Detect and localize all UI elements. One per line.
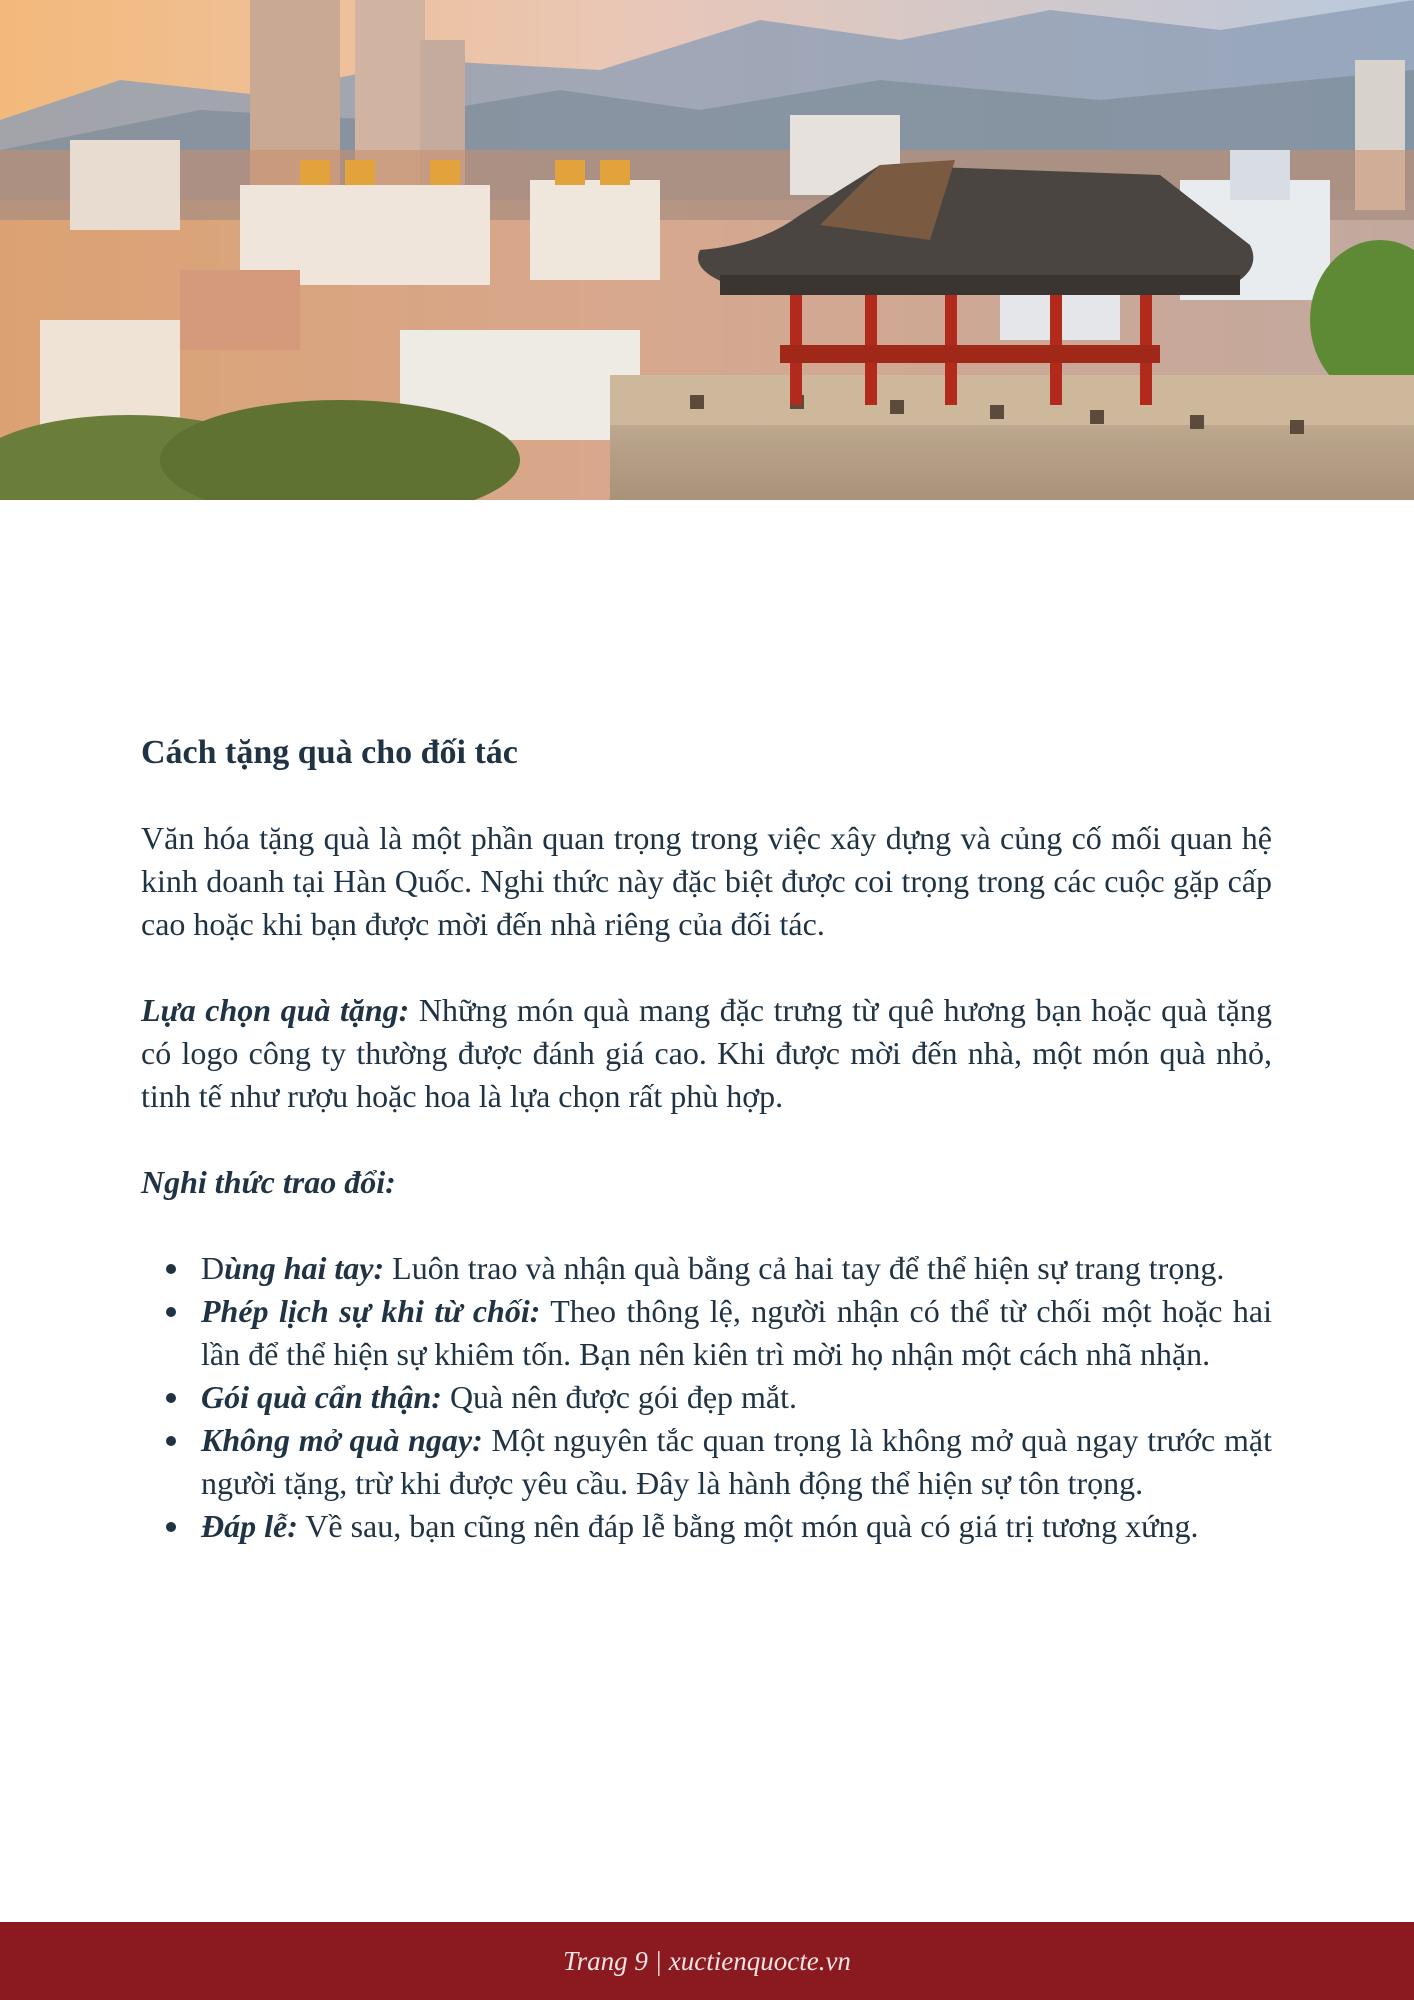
- bullet-label: Phép lịch sự khi từ chối:: [201, 1293, 541, 1329]
- list-item: [201, 1376, 1272, 1419]
- list-item: [201, 1505, 1272, 1548]
- intro-paragraph: Văn hóa tặng quà là một phần quan trọng trong việc xây dựng và củng cố mối quan hệ kinh doanh tại Hàn Quốc. Nghi thức này đặc biệt được coi trọng trong các cuộc gặp cấp cao hoặc khi bạn được mời đến nhà riêng của đối tác.: [141, 820, 1272, 942]
- etiquette-heading: Nghi thức trao đổi:: [141, 1164, 396, 1200]
- hero-image: [0, 0, 1414, 500]
- gift-choice-label: Lựa chọn quà tặng:: [141, 992, 410, 1028]
- page-footer: [0, 1922, 1414, 2000]
- bullet-label: Không mở quà ngay:: [201, 1422, 483, 1458]
- list-item: [201, 1419, 1272, 1505]
- city-pavilion-photo: [0, 0, 1414, 500]
- list-item: [201, 1247, 1272, 1290]
- bullet-text: Theo thông lệ, người nhận có thể từ chối một hoặc hai lần để thể hiện sự khiêm tốn. Bạn nên kiên trì mời họ nhận một cách nhã nhặn.: [201, 1293, 1273, 1372]
- bullet-text: Một nguyên tắc quan trọng là không mở quà ngay trước mặt người tặng, trừ khi được yêu cầu. Đây là hành động thể hiện sự tôn trọng.: [201, 1422, 1272, 1501]
- gift-choice-paragraph: [141, 989, 1272, 1118]
- etiquette-list: [141, 1247, 1272, 1548]
- gift-choice-text: Những món quà mang đặc trưng từ quê hương bạn hoặc quà tặng có logo công ty thường được đánh giá cao. Khi được mời đến nhà, một món quà nhỏ, tinh tế như rượu hoặc hoa là lựa chọn rất phù hợp.: [141, 992, 1273, 1114]
- bullet-label: Gói quà cẩn thận:: [201, 1379, 442, 1415]
- footer-text: Trang 9 | xuctienquocte.vn: [563, 1946, 851, 1976]
- bullet-label: Đáp lễ:: [201, 1508, 298, 1544]
- bullet-prefix: D: [201, 1250, 225, 1286]
- main-content: [141, 730, 1272, 1548]
- section-title: Cách tặng quà cho đối tác: [141, 734, 518, 771]
- bullet-label: ùng hai tay:: [224, 1250, 385, 1286]
- bullet-text: Quà nên được gói đẹp mắt.: [441, 1379, 797, 1415]
- bullet-text: Về sau, bạn cũng nên đáp lễ bằng một món quà có giá trị tương xứng.: [297, 1508, 1199, 1544]
- list-item: [201, 1290, 1272, 1376]
- bullet-text: Luôn trao và nhận quà bằng cả hai tay để thể hiện sự trang trọng.: [384, 1250, 1225, 1286]
